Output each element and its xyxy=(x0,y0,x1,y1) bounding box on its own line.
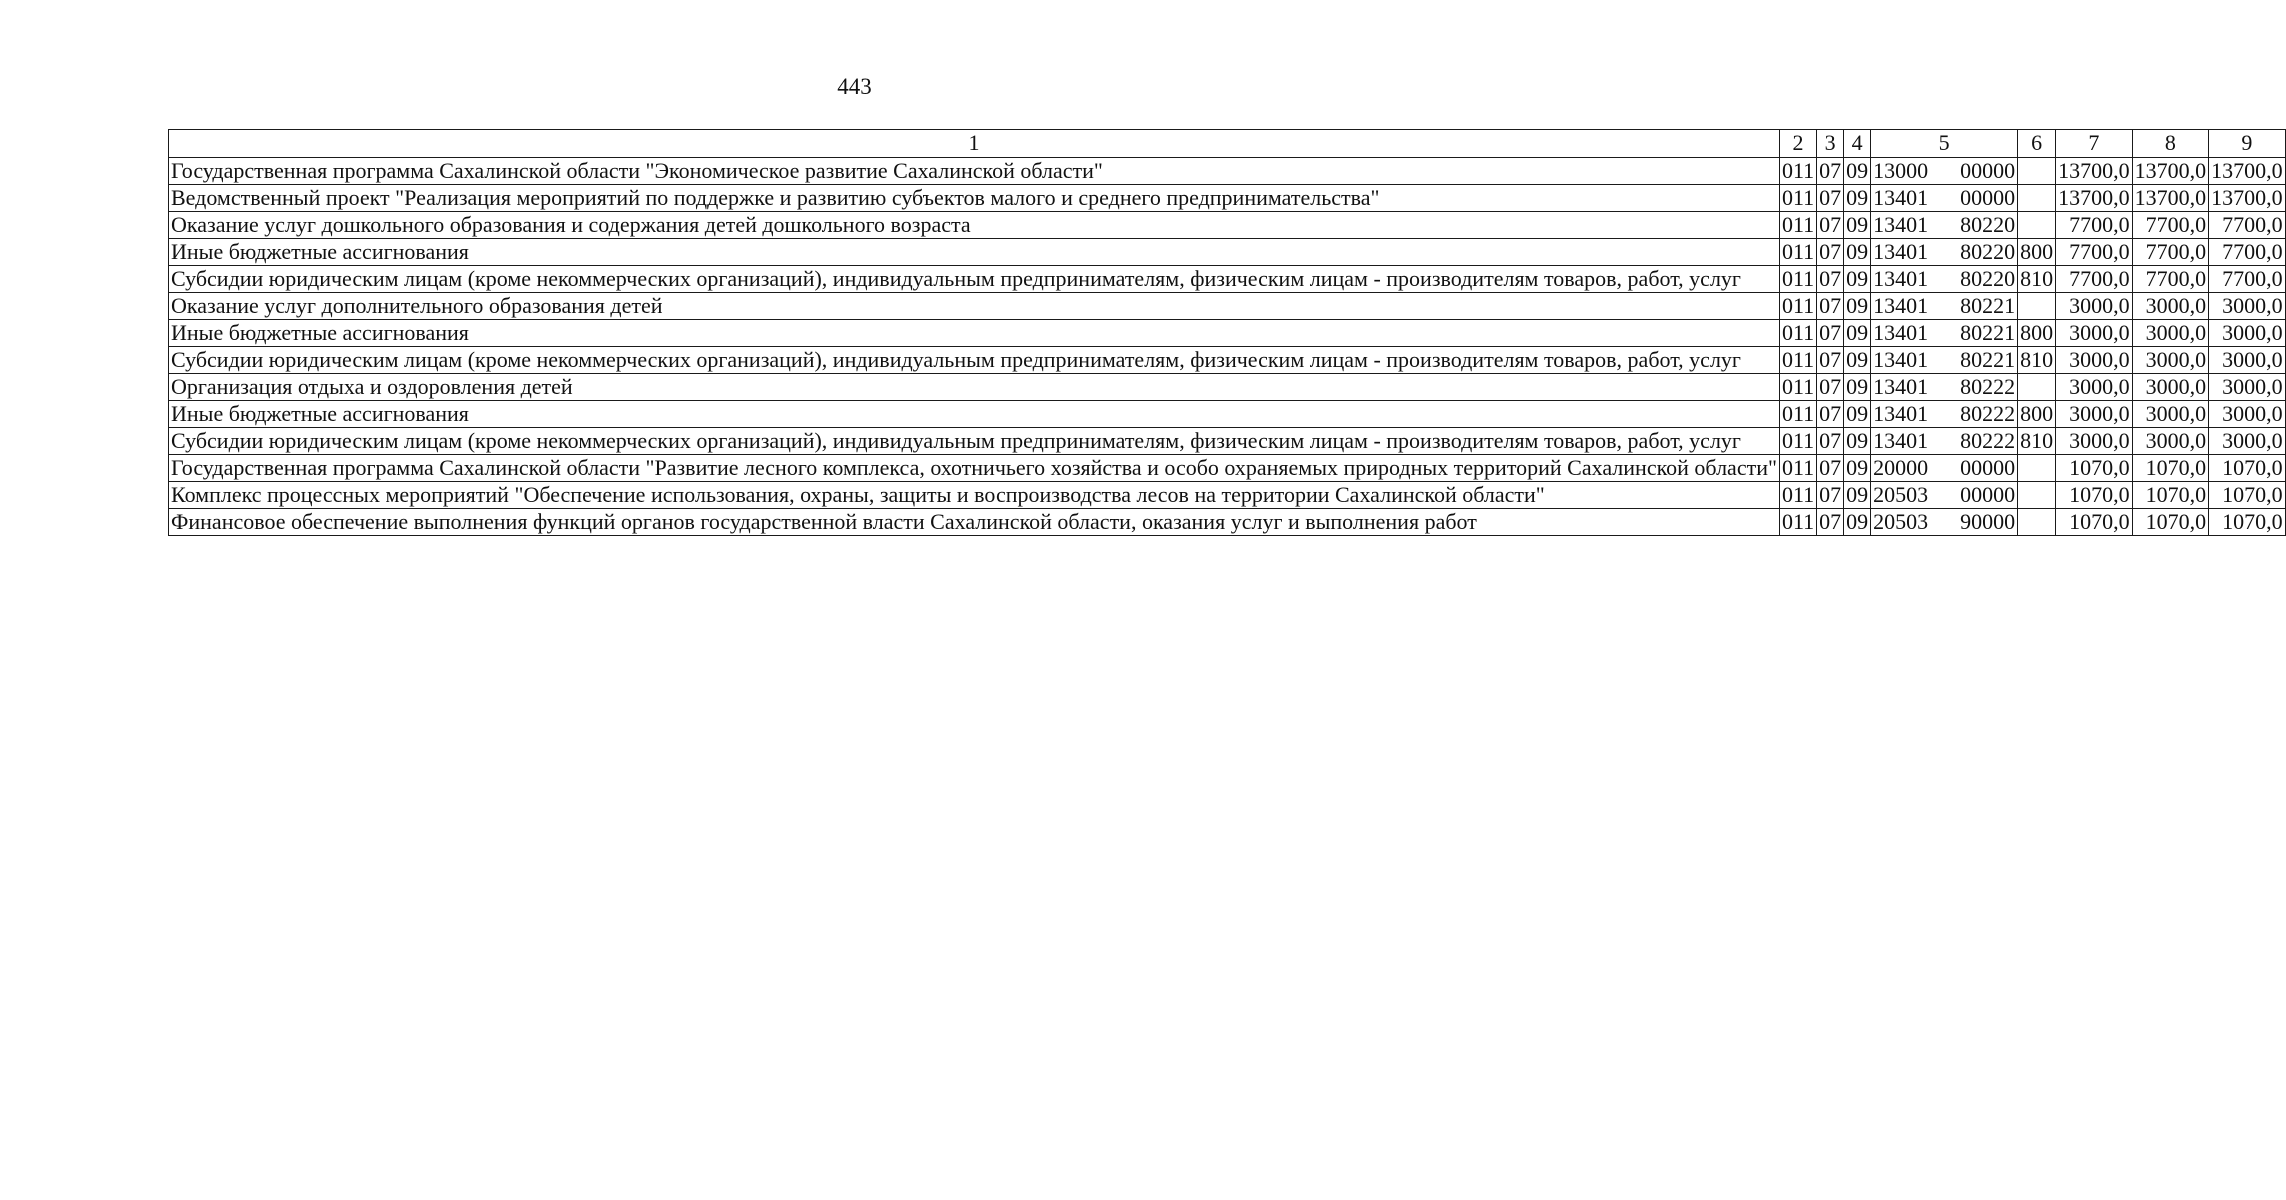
table-row xyxy=(169,509,2286,536)
code-subsection-cell: 09 xyxy=(1844,266,1871,293)
code-subsection-cell: 09 xyxy=(1844,185,1871,212)
row-name-cell: Субсидии юридическим лицам (кроме некоммерческих организаций), индивидуальным предпринимателям, физическим лицам - производителям товаров, работ, услуг xyxy=(169,266,1780,293)
target-code-direction: 80220 xyxy=(1960,239,2016,264)
table-row xyxy=(169,158,2286,185)
amount-col7-cell: 3000,0 xyxy=(2056,401,2133,428)
row-name-cell: Государственная программа Сахалинской области "Экономическое развитие Сахалинской области" xyxy=(169,158,1780,185)
code-target-cell xyxy=(1871,266,2018,293)
target-code-program: 13401 xyxy=(1873,185,1929,210)
code-expense-type-cell: 810 xyxy=(2018,347,2056,374)
code-target-cell xyxy=(1871,482,2018,509)
code-target-cell xyxy=(1871,374,2018,401)
target-code-direction: 00000 xyxy=(1960,158,2016,183)
target-code-direction: 00000 xyxy=(1960,455,2016,480)
amount-col9-cell: 1070,0 xyxy=(2209,482,2286,509)
header-cell: 9 xyxy=(2209,130,2286,158)
amount-col8-cell: 7700,0 xyxy=(2132,266,2209,293)
code-section-cell: 07 xyxy=(1817,374,1844,401)
code-target-cell xyxy=(1871,239,2018,266)
code-target-cell xyxy=(1871,320,2018,347)
code-admin-cell: 011 xyxy=(1779,401,1816,428)
amount-col8-cell: 3000,0 xyxy=(2132,374,2209,401)
code-subsection-cell: 09 xyxy=(1844,509,1871,536)
table-row xyxy=(169,293,2286,320)
target-code-program: 13401 xyxy=(1873,347,1929,372)
code-section-cell: 07 xyxy=(1817,482,1844,509)
row-name-cell: Организация отдыха и оздоровления детей xyxy=(169,374,1780,401)
code-expense-type-cell: 800 xyxy=(2018,239,2056,266)
table-row xyxy=(169,482,2286,509)
code-admin-cell: 011 xyxy=(1779,374,1816,401)
amount-col7-cell: 1070,0 xyxy=(2056,509,2133,536)
code-expense-type-cell: 810 xyxy=(2018,266,2056,293)
code-admin-cell: 011 xyxy=(1779,293,1816,320)
amount-col8-cell: 3000,0 xyxy=(2132,293,2209,320)
amount-col9-cell: 3000,0 xyxy=(2209,347,2286,374)
code-admin-cell: 011 xyxy=(1779,212,1816,239)
amount-col8-cell: 7700,0 xyxy=(2132,239,2209,266)
code-target-cell xyxy=(1871,401,2018,428)
code-subsection-cell: 09 xyxy=(1844,428,1871,455)
code-subsection-cell: 09 xyxy=(1844,374,1871,401)
target-code-program: 13401 xyxy=(1873,320,1929,345)
target-code-program: 13401 xyxy=(1873,401,1929,426)
target-code-program: 13401 xyxy=(1873,293,1929,318)
code-subsection-cell: 09 xyxy=(1844,455,1871,482)
code-section-cell: 07 xyxy=(1817,158,1844,185)
amount-col7-cell: 7700,0 xyxy=(2056,212,2133,239)
code-target-cell xyxy=(1871,293,2018,320)
code-admin-cell: 011 xyxy=(1779,482,1816,509)
row-name-cell: Субсидии юридическим лицам (кроме некоммерческих организаций), индивидуальным предпринимателям, физическим лицам - производителям товаров, работ, услуг xyxy=(169,347,1780,374)
row-name-cell: Ведомственный проект "Реализация мероприятий по поддержке и развитию субъектов малого и среднего предпринимательства" xyxy=(169,185,1780,212)
code-subsection-cell: 09 xyxy=(1844,293,1871,320)
header-cell: 1 xyxy=(169,130,1780,158)
code-section-cell: 07 xyxy=(1817,347,1844,374)
header-cell: 5 xyxy=(1871,130,2018,158)
code-section-cell: 07 xyxy=(1817,401,1844,428)
target-code-direction: 80221 xyxy=(1960,347,2016,372)
amount-col9-cell: 1070,0 xyxy=(2209,455,2286,482)
code-target-cell xyxy=(1871,455,2018,482)
amount-col8-cell: 1070,0 xyxy=(2132,455,2209,482)
row-name-cell: Оказание услуг дополнительного образования детей xyxy=(169,293,1780,320)
target-code-program: 13000 xyxy=(1873,158,1929,183)
target-code-direction: 00000 xyxy=(1960,185,2016,210)
code-subsection-cell: 09 xyxy=(1844,482,1871,509)
row-name-cell: Субсидии юридическим лицам (кроме некоммерческих организаций), индивидуальным предпринимателям, физическим лицам - производителям товаров, работ, услуг xyxy=(169,428,1780,455)
amount-col7-cell: 13700,0 xyxy=(2056,185,2133,212)
code-target-cell xyxy=(1871,428,2018,455)
row-name-cell: Иные бюджетные ассигнования xyxy=(169,320,1780,347)
target-code-direction: 00000 xyxy=(1960,482,2016,507)
code-expense-type-cell xyxy=(2018,185,2056,212)
amount-col7-cell: 3000,0 xyxy=(2056,293,2133,320)
amount-col8-cell: 13700,0 xyxy=(2132,158,2209,185)
amount-col8-cell: 7700,0 xyxy=(2132,212,2209,239)
code-admin-cell: 011 xyxy=(1779,320,1816,347)
code-admin-cell: 011 xyxy=(1779,347,1816,374)
target-code-direction: 90000 xyxy=(1960,509,2016,534)
code-admin-cell: 011 xyxy=(1779,185,1816,212)
budget-table xyxy=(168,129,2286,536)
amount-col8-cell: 3000,0 xyxy=(2132,401,2209,428)
header-row xyxy=(169,130,2286,158)
code-subsection-cell: 09 xyxy=(1844,239,1871,266)
amount-col8-cell: 1070,0 xyxy=(2132,509,2209,536)
amount-col9-cell: 7700,0 xyxy=(2209,212,2286,239)
table-row xyxy=(169,428,2286,455)
row-name-cell: Оказание услуг дошкольного образования и содержания детей дошкольного возраста xyxy=(169,212,1780,239)
code-subsection-cell: 09 xyxy=(1844,212,1871,239)
amount-col8-cell: 3000,0 xyxy=(2132,428,2209,455)
amount-col9-cell: 3000,0 xyxy=(2209,401,2286,428)
code-expense-type-cell: 800 xyxy=(2018,401,2056,428)
code-subsection-cell: 09 xyxy=(1844,158,1871,185)
code-admin-cell: 011 xyxy=(1779,509,1816,536)
code-section-cell: 07 xyxy=(1817,239,1844,266)
amount-col8-cell: 1070,0 xyxy=(2132,482,2209,509)
target-code-direction: 80220 xyxy=(1960,212,2016,237)
header-cell: 7 xyxy=(2056,130,2133,158)
header-cell: 3 xyxy=(1817,130,1844,158)
code-expense-type-cell: 800 xyxy=(2018,320,2056,347)
header-cell: 2 xyxy=(1779,130,1816,158)
target-code-direction: 80220 xyxy=(1960,266,2016,291)
code-expense-type-cell: 810 xyxy=(2018,428,2056,455)
amount-col7-cell: 3000,0 xyxy=(2056,428,2133,455)
amount-col8-cell: 3000,0 xyxy=(2132,320,2209,347)
target-code-direction: 80222 xyxy=(1960,374,2016,399)
amount-col9-cell: 13700,0 xyxy=(2209,185,2286,212)
amount-col9-cell: 7700,0 xyxy=(2209,266,2286,293)
header-cell: 8 xyxy=(2132,130,2209,158)
target-code-program: 13401 xyxy=(1873,239,1929,264)
amount-col9-cell: 13700,0 xyxy=(2209,158,2286,185)
amount-col7-cell: 7700,0 xyxy=(2056,239,2133,266)
page-number: 443 xyxy=(837,74,872,99)
amount-col8-cell: 3000,0 xyxy=(2132,347,2209,374)
code-expense-type-cell xyxy=(2018,374,2056,401)
header-cell: 6 xyxy=(2018,130,2056,158)
code-section-cell: 07 xyxy=(1817,212,1844,239)
code-section-cell: 07 xyxy=(1817,320,1844,347)
row-name-cell: Иные бюджетные ассигнования xyxy=(169,401,1780,428)
amount-col7-cell: 13700,0 xyxy=(2056,158,2133,185)
code-admin-cell: 011 xyxy=(1779,158,1816,185)
code-expense-type-cell xyxy=(2018,293,2056,320)
row-name-cell: Иные бюджетные ассигнования xyxy=(169,239,1780,266)
target-code-program: 13401 xyxy=(1873,374,1929,399)
code-section-cell: 07 xyxy=(1817,428,1844,455)
header-cell: 4 xyxy=(1844,130,1871,158)
code-section-cell: 07 xyxy=(1817,293,1844,320)
amount-col9-cell: 3000,0 xyxy=(2209,374,2286,401)
target-code-direction: 80221 xyxy=(1960,293,2016,318)
code-target-cell xyxy=(1871,212,2018,239)
amount-col9-cell: 3000,0 xyxy=(2209,428,2286,455)
amount-col9-cell: 3000,0 xyxy=(2209,320,2286,347)
code-target-cell xyxy=(1871,347,2018,374)
code-section-cell: 07 xyxy=(1817,266,1844,293)
target-code-program: 13401 xyxy=(1873,428,1929,453)
table-body xyxy=(169,158,2286,536)
amount-col7-cell: 7700,0 xyxy=(2056,266,2133,293)
amount-col9-cell: 3000,0 xyxy=(2209,293,2286,320)
code-section-cell: 07 xyxy=(1817,455,1844,482)
amount-col7-cell: 3000,0 xyxy=(2056,347,2133,374)
target-code-direction: 80222 xyxy=(1960,428,2016,453)
table-row xyxy=(169,401,2286,428)
code-admin-cell: 011 xyxy=(1779,455,1816,482)
code-expense-type-cell xyxy=(2018,455,2056,482)
amount-col7-cell: 1070,0 xyxy=(2056,482,2133,509)
code-target-cell xyxy=(1871,185,2018,212)
table-row xyxy=(169,212,2286,239)
code-expense-type-cell xyxy=(2018,509,2056,536)
target-code-program: 20503 xyxy=(1873,482,1929,507)
table-row xyxy=(169,347,2286,374)
table-row xyxy=(169,266,2286,293)
target-code-program: 20503 xyxy=(1873,509,1929,534)
target-code-program: 20000 xyxy=(1873,455,1929,480)
code-expense-type-cell xyxy=(2018,212,2056,239)
amount-col9-cell: 1070,0 xyxy=(2209,509,2286,536)
code-section-cell: 07 xyxy=(1817,185,1844,212)
code-admin-cell: 011 xyxy=(1779,428,1816,455)
table-row xyxy=(169,374,2286,401)
code-target-cell xyxy=(1871,158,2018,185)
code-expense-type-cell xyxy=(2018,482,2056,509)
table-row xyxy=(169,185,2286,212)
code-admin-cell: 011 xyxy=(1779,266,1816,293)
code-subsection-cell: 09 xyxy=(1844,401,1871,428)
amount-col9-cell: 7700,0 xyxy=(2209,239,2286,266)
target-code-program: 13401 xyxy=(1873,266,1929,291)
amount-col8-cell: 13700,0 xyxy=(2132,185,2209,212)
amount-col7-cell: 3000,0 xyxy=(2056,320,2133,347)
code-section-cell: 07 xyxy=(1817,509,1844,536)
code-target-cell xyxy=(1871,509,2018,536)
table-row xyxy=(169,455,2286,482)
code-subsection-cell: 09 xyxy=(1844,320,1871,347)
row-name-cell: Финансовое обеспечение выполнения функций органов государственной власти Сахалинской области, оказания услуг и выполнения работ xyxy=(169,509,1780,536)
code-admin-cell: 011 xyxy=(1779,239,1816,266)
amount-col7-cell: 1070,0 xyxy=(2056,455,2133,482)
target-code-direction: 80222 xyxy=(1960,401,2016,426)
row-name-cell: Государственная программа Сахалинской области "Развитие лесного комплекса, охотничьего хозяйства и особо охраняемых природных территорий Сахалинской области" xyxy=(169,455,1780,482)
table-row xyxy=(169,239,2286,266)
code-expense-type-cell xyxy=(2018,158,2056,185)
row-name-cell: Комплекс процессных мероприятий "Обеспечение использования, охраны, защиты и воспроизводства лесов на территории Сахалинской области" xyxy=(169,482,1780,509)
amount-col7-cell: 3000,0 xyxy=(2056,374,2133,401)
target-code-program: 13401 xyxy=(1873,212,1929,237)
target-code-direction: 80221 xyxy=(1960,320,2016,345)
table-row xyxy=(169,320,2286,347)
code-subsection-cell: 09 xyxy=(1844,347,1871,374)
